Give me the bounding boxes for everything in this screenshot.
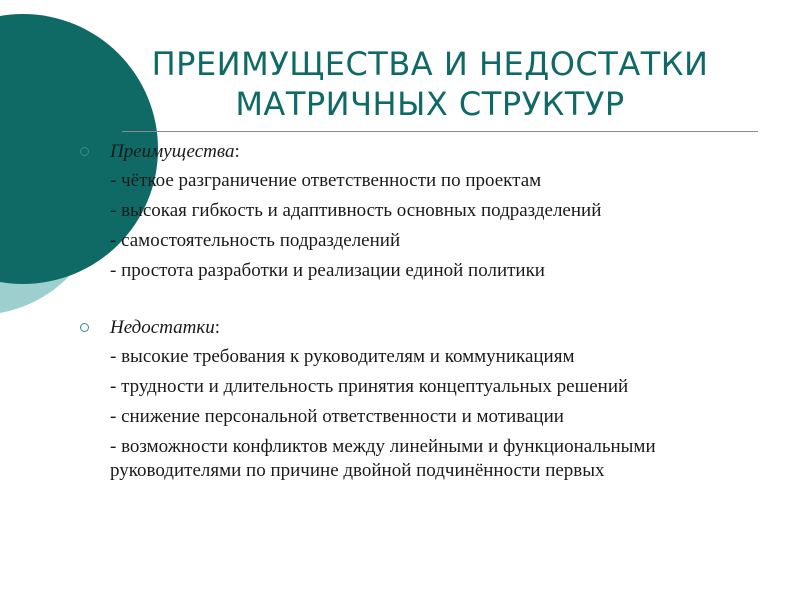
title-divider: [122, 131, 758, 132]
slide-title: [110, 44, 750, 124]
advantages-heading-colon: :: [234, 141, 240, 162]
advantage-item: - высокая гибкость и адаптивность основных подразделений: [110, 200, 602, 221]
disadvantages-heading-text: Недостатки: [110, 317, 215, 338]
advantages-heading: [76, 140, 776, 168]
disadvantage-item: - снижение персональной ответственности и мотивации: [110, 406, 564, 427]
advantages-section: [76, 140, 776, 288]
disadvantage-item: - трудности и длительность принятия концептуальных решений: [110, 376, 629, 397]
disadvantage-item: - высокие требования к руководителям и коммуникациям: [110, 346, 575, 367]
title-line-2: МАТРИЧНЫХ СТРУКТУР: [235, 85, 625, 123]
circle-bullet-icon: [80, 147, 89, 156]
advantages-heading-text: Преимущества: [110, 141, 235, 162]
disadvantage-item: - возможности конфликтов между линейными и функциональными руководителями по причине двойной подчинённости первых: [110, 436, 656, 481]
advantage-item: - самостоятельность подразделений: [110, 230, 401, 251]
disadvantages-heading: [76, 316, 776, 344]
slide-content: [76, 140, 776, 488]
advantage-item: - простота разработки и реализации единой политики: [110, 260, 545, 281]
disadvantages-section: [76, 316, 776, 488]
advantage-item: - чёткое разграничение ответственности по проектам: [110, 170, 542, 191]
circle-bullet-icon: [80, 323, 89, 332]
title-line-1: ПРЕИМУЩЕСТВА И НЕДОСТАТКИ: [151, 45, 709, 83]
disadvantages-heading-colon: :: [214, 317, 221, 338]
